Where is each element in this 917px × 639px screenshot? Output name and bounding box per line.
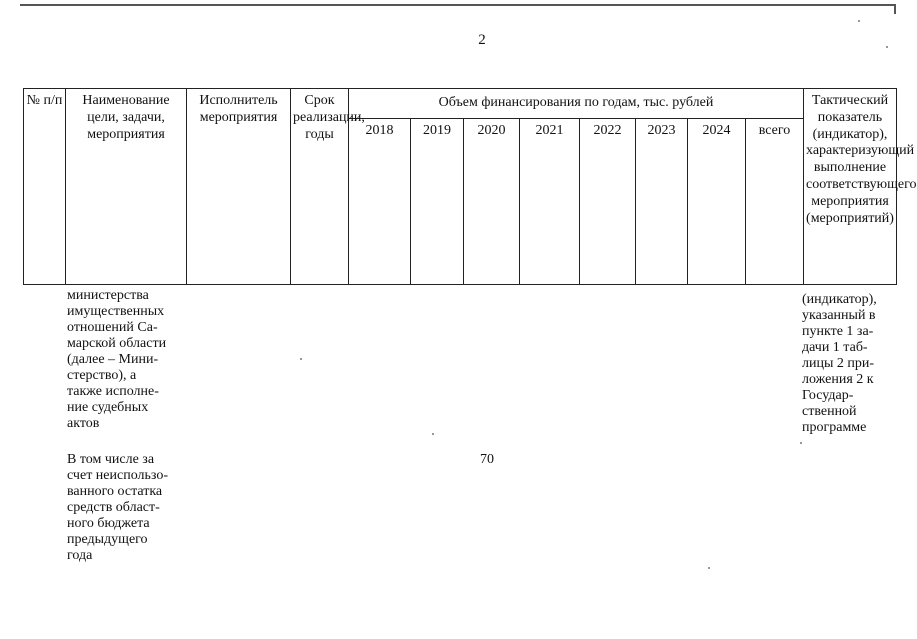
- text-line: средств област-: [67, 500, 160, 515]
- header-year-2022: 2022: [580, 119, 636, 285]
- text-line: программе: [802, 420, 867, 435]
- text-line: года: [67, 548, 93, 563]
- indicator-continued: [802, 292, 892, 436]
- text-line: министерства: [67, 288, 149, 303]
- text-line: ного бюджета: [67, 516, 150, 531]
- text-line: лицы 2 при-: [802, 356, 875, 371]
- text-line: (индикатор),: [802, 292, 877, 307]
- scan-speck: [886, 46, 888, 48]
- header-year-2023: 2023: [636, 119, 688, 285]
- text-line: стерство), а: [67, 368, 137, 383]
- header-year-2024: 2024: [688, 119, 746, 285]
- text-line: также исполне-: [67, 384, 159, 399]
- text-line: В том числе за: [67, 452, 155, 467]
- scan-speck: [708, 567, 710, 569]
- text-line: Государ-: [802, 388, 854, 403]
- scan-speck: [300, 358, 302, 360]
- header-indicator: Тактический показатель (индикатор), характеризующий выполнение соответствующего мероприятия (мероприятий): [804, 89, 897, 285]
- page-number: 2: [478, 32, 486, 48]
- text-line: дачи 1 таб-: [802, 340, 868, 355]
- text-line: ложения 2 к: [802, 372, 874, 387]
- header-year-2018: 2018: [349, 119, 411, 285]
- text-line: пункте 1 за-: [802, 324, 874, 339]
- text-line: ственной: [802, 404, 857, 419]
- header-total: всего: [746, 119, 804, 285]
- text-line: ние судебных: [67, 400, 149, 415]
- text-line: предыдущего: [67, 532, 148, 547]
- text-line: указанный в: [802, 308, 876, 323]
- text-line: актов: [67, 416, 100, 431]
- text-line: марской области: [67, 336, 167, 351]
- scan-speck: [432, 433, 434, 435]
- header-year-2019: 2019: [411, 119, 464, 285]
- scan-speck: [858, 20, 860, 22]
- funding-table-header: [23, 88, 917, 285]
- header-num: № п/п: [24, 89, 66, 285]
- top-rule: [20, 4, 895, 6]
- text-line: счет неиспользо-: [67, 468, 169, 483]
- header-executor: Исполнитель мероприятия: [187, 89, 291, 285]
- header-term: Срок реализации, годы: [291, 89, 349, 285]
- including-from-balance: [67, 452, 183, 564]
- text-line: ванного остатка: [67, 484, 163, 499]
- scan-speck: [800, 442, 802, 444]
- corner-mark: [894, 4, 896, 14]
- header-year-2020: 2020: [464, 119, 520, 285]
- header-year-2021: 2021: [520, 119, 580, 285]
- measure-name-continued: [67, 288, 183, 432]
- funding-value: 70: [480, 452, 494, 467]
- text-line: (далее – Мини-: [67, 352, 159, 367]
- text-line: отношений Са-: [67, 320, 158, 335]
- text-line: имущественных: [67, 304, 165, 319]
- header-name: Наименование цели, задачи, мероприятия: [66, 89, 187, 285]
- header-funding: Объем финансирования по годам, тыс. рублей: [349, 89, 804, 119]
